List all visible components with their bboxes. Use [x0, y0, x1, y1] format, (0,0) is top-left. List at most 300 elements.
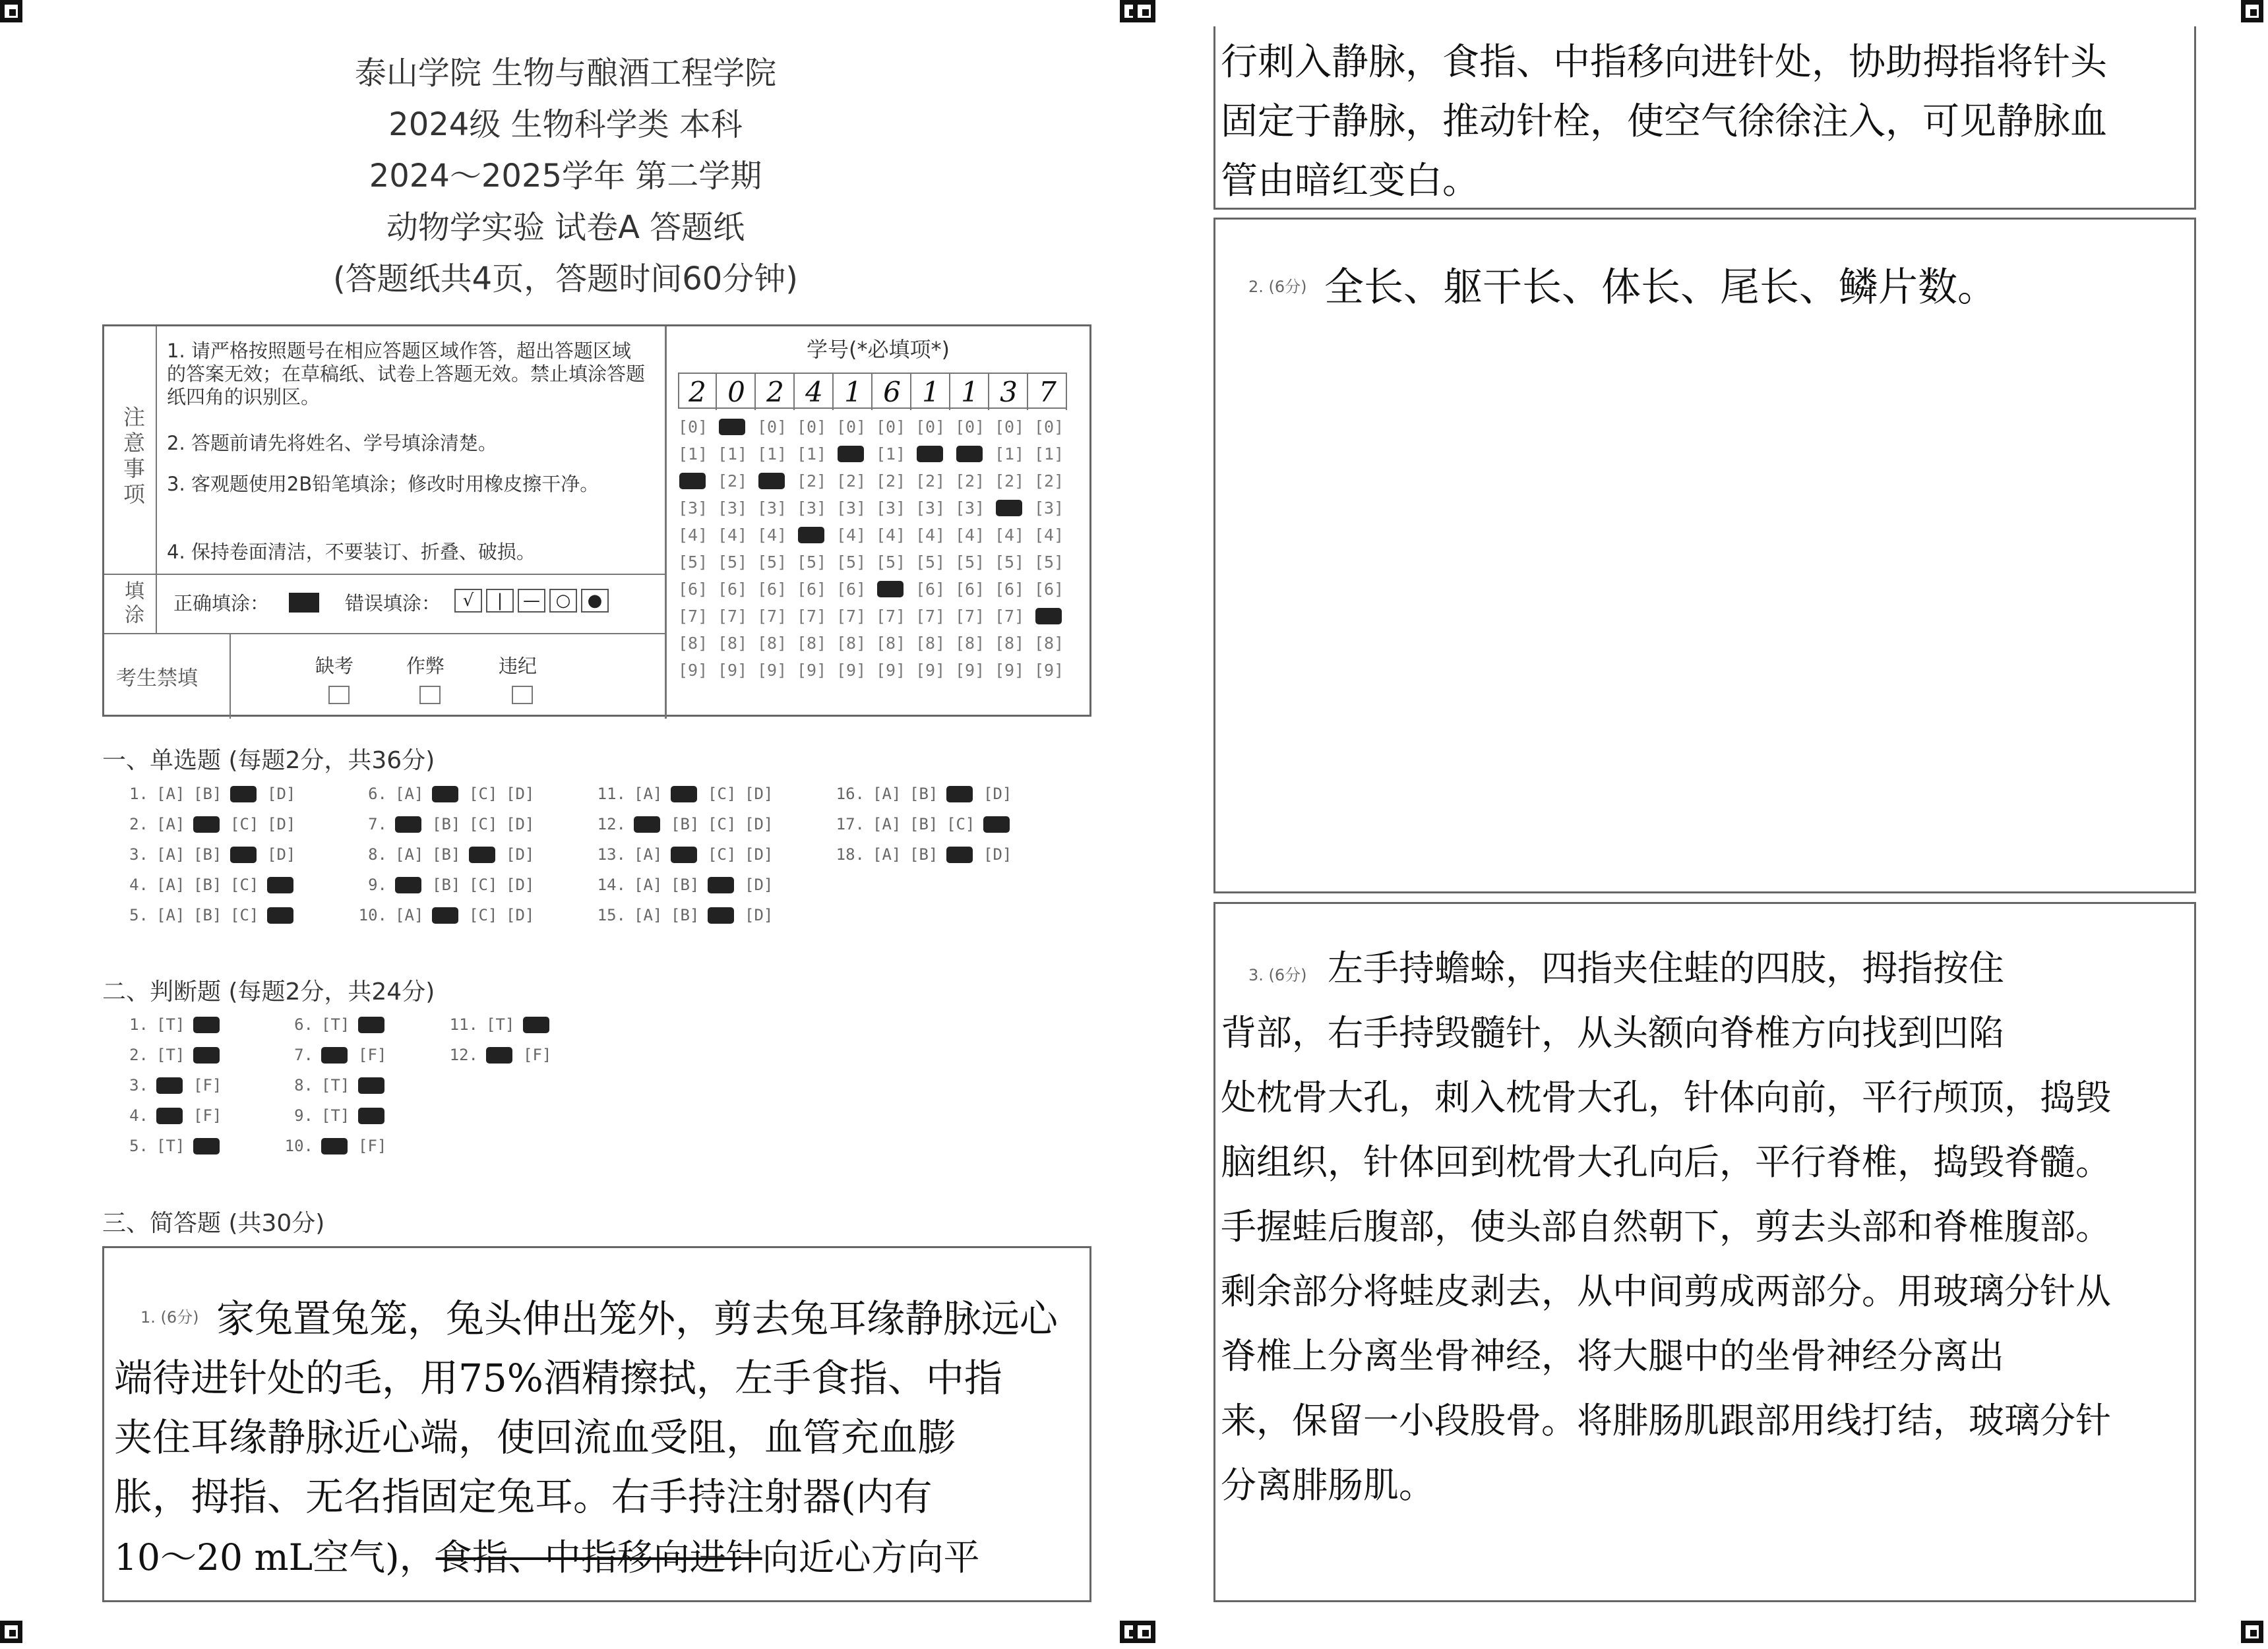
q3-answer-line: 脑组织，针体回到枕骨大孔向后，平行脊椎，捣毁脊髓。 [1221, 1141, 2111, 1183]
id-bubble[interactable]: [8] [955, 634, 985, 653]
choice-option-bubble[interactable]: [D] [267, 845, 296, 864]
filled-bubble[interactable] [671, 786, 697, 802]
id-bubble[interactable]: [3] [757, 498, 787, 518]
filled-bubble[interactable] [671, 847, 697, 863]
judgment-option-bubble[interactable]: [T] [486, 1015, 515, 1034]
info-box [102, 324, 1091, 717]
id-bubble[interactable]: [8] [678, 634, 708, 653]
judgment-option-bubble[interactable]: [F] [358, 1137, 387, 1155]
id-bubble[interactable]: [5] [757, 553, 787, 572]
filled-bubble[interactable] [983, 816, 1010, 833]
id-bubble[interactable]: [0] [797, 417, 827, 436]
id-bubble[interactable]: [8] [836, 634, 867, 653]
wrong-fill-symbol: | [486, 589, 514, 613]
id-bubble[interactable]: [6] [915, 580, 946, 599]
choice-option-bubble[interactable]: [A] [156, 815, 185, 833]
id-bubble[interactable]: [7] [718, 607, 748, 626]
single-choice-grid [115, 785, 1072, 943]
filled-bubble[interactable] [877, 581, 904, 597]
id-bubble[interactable]: [0] [1034, 417, 1064, 436]
id-bubble[interactable]: [2] [1034, 471, 1064, 491]
choice-option-bubble[interactable]: [D] [745, 906, 774, 924]
filled-bubble[interactable] [486, 1047, 512, 1064]
choice-option-bubble[interactable]: [A] [634, 845, 663, 864]
student-id-bubble-grid [678, 417, 1087, 707]
question-number: 15. [597, 906, 626, 924]
choice-option-bubble[interactable]: [A] [156, 876, 185, 894]
choice-option-bubble[interactable]: [D] [506, 845, 535, 864]
filled-bubble[interactable] [156, 1108, 183, 1124]
id-bubble[interactable]: [1] [876, 444, 906, 464]
id-bubble[interactable]: [7] [797, 607, 827, 626]
id-bubble[interactable]: [4] [757, 525, 787, 545]
id-bubble[interactable]: [4] [836, 525, 867, 545]
term-line: 2024～2025学年 第二学期 [369, 158, 762, 195]
question-number: 5. [129, 906, 148, 924]
absent-checkbox[interactable] [328, 686, 350, 704]
notice-item-2: 2. 答题前请先将姓名、学号填涂清楚。 [167, 432, 497, 454]
answer-sheet-left-page [0, 0, 1131, 1649]
question-number: 5. [129, 1137, 148, 1155]
id-bubble[interactable]: [6] [955, 580, 985, 599]
choice-option-bubble[interactable]: [C] [708, 785, 737, 803]
filled-bubble[interactable] [523, 1017, 549, 1033]
id-bubble[interactable]: [2] [797, 471, 827, 491]
student-id-digit: 1 [952, 374, 989, 410]
filled-bubble[interactable] [798, 527, 824, 543]
id-bubble[interactable]: [5] [1034, 553, 1064, 572]
question-number: 13. [597, 845, 626, 864]
choice-option-bubble[interactable]: [C] [230, 906, 259, 924]
id-bubble[interactable]: [9] [797, 661, 827, 680]
notice-item-4: 4. 保持卷面清洁，不要装订、折叠、破损。 [167, 541, 536, 563]
q1-line-5 [114, 1528, 980, 1580]
id-bubble[interactable]: [9] [995, 661, 1025, 680]
student-id-digits [678, 373, 1067, 409]
choice-option-bubble[interactable]: [A] [156, 785, 185, 803]
choice-option-bubble[interactable]: [A] [395, 845, 424, 864]
student-id-digit: 1 [913, 374, 950, 410]
choice-option-bubble[interactable]: [B] [671, 876, 700, 894]
q1-answer-box[interactable] [102, 1246, 1091, 1602]
question-number: 10. [358, 906, 387, 924]
id-bubble[interactable]: [1] [757, 444, 787, 464]
choice-option-bubble[interactable]: [B] [432, 845, 461, 864]
id-bubble[interactable]: [7] [678, 607, 708, 626]
filled-bubble[interactable] [838, 446, 864, 462]
choice-option-bubble[interactable]: [B] [909, 815, 938, 833]
student-id-digit: 1 [835, 374, 873, 410]
question-number: 17. [836, 815, 865, 833]
id-bubble[interactable]: [5] [797, 553, 827, 572]
id-bubble[interactable]: [1] [1034, 444, 1064, 464]
id-bubble[interactable]: [8] [797, 634, 827, 653]
id-bubble[interactable]: [6] [797, 580, 827, 599]
question-number: 9. [368, 876, 387, 894]
question-number: 11. [597, 785, 626, 803]
id-bubble[interactable]: [6] [995, 580, 1025, 599]
choice-option-bubble[interactable]: [D] [506, 906, 535, 924]
choice-option-bubble[interactable]: [C] [469, 906, 498, 924]
choice-option-bubble[interactable]: [B] [193, 845, 222, 864]
id-bubble[interactable]: [2] [718, 471, 748, 491]
id-bubble[interactable]: [9] [915, 661, 946, 680]
question-number: 7. [294, 1046, 313, 1064]
id-bubble[interactable]: [5] [836, 553, 867, 572]
choice-option-bubble[interactable]: [D] [745, 845, 774, 864]
q1-cont-line-2: 固定于静脉，推动针栓，使空气徐徐注入，可见静脉血 [1221, 100, 2107, 143]
filled-bubble[interactable] [1035, 608, 1062, 624]
filled-bubble[interactable] [708, 907, 734, 924]
id-bubble[interactable]: [0] [955, 417, 985, 436]
student-id-digit: 0 [718, 374, 756, 410]
id-bubble[interactable]: [1] [995, 444, 1025, 464]
id-bubble[interactable]: [7] [995, 607, 1025, 626]
id-bubble[interactable]: [9] [1034, 661, 1064, 680]
filled-bubble[interactable] [358, 1077, 384, 1094]
id-bubble[interactable]: [2] [995, 471, 1025, 491]
corner-mark-icon [1133, 0, 1155, 22]
sheet-note: (答题纸共4页，答题时间60分钟) [332, 260, 799, 297]
choice-option-bubble[interactable]: [D] [983, 785, 1012, 803]
judgment-option-bubble[interactable]: [F] [358, 1046, 387, 1064]
filled-bubble[interactable] [267, 877, 293, 893]
id-bubble[interactable]: [0] [876, 417, 906, 436]
absent-option-label: 缺考 [315, 655, 354, 677]
q3-answer-line: 分离腓肠肌。 [1221, 1464, 1434, 1506]
id-bubble[interactable]: [9] [678, 661, 708, 680]
wrong-fill-label: 错误填涂： [345, 592, 441, 615]
violation-checkbox[interactable] [512, 686, 533, 704]
id-bubble[interactable]: [3] [876, 498, 906, 518]
cheat-checkbox[interactable] [419, 686, 441, 704]
q3-answer-line: 左手持蟾蜍，四指夹住蛙的四肢，拇指按住 [1328, 947, 2004, 989]
choice-option-bubble[interactable]: [B] [909, 845, 938, 864]
choice-option-bubble[interactable]: [A] [873, 815, 902, 833]
id-bubble[interactable]: [7] [836, 607, 867, 626]
filled-bubble[interactable] [719, 419, 745, 435]
student-id-digit: 3 [991, 374, 1028, 410]
question-number: 11. [449, 1015, 478, 1034]
choice-option-bubble[interactable]: [A] [634, 906, 663, 924]
judgment-option-bubble[interactable]: [T] [321, 1015, 350, 1034]
id-bubble[interactable]: [0] [836, 417, 867, 436]
single-choice-title: 一、单选题 (每题2分，共36分) [102, 747, 435, 774]
id-bubble[interactable]: [3] [718, 498, 748, 518]
choice-option-bubble[interactable]: [B] [432, 815, 461, 833]
q3-answer-line: 剩余部分将蛙皮剥去，从中间剪成两部分。用玻璃分针从 [1221, 1271, 2111, 1312]
judgment-option-bubble[interactable]: [T] [156, 1015, 185, 1034]
question-number: 1. [129, 1015, 148, 1034]
cheat-option-label: 作弊 [406, 655, 445, 677]
choice-option-bubble[interactable]: [A] [634, 876, 663, 894]
judgment-option-bubble[interactable]: [F] [193, 1076, 222, 1094]
id-bubble[interactable]: [6] [836, 580, 867, 599]
choice-option-bubble[interactable]: [A] [395, 785, 424, 803]
forbidden-label: 考生禁填 [116, 667, 198, 690]
filled-bubble[interactable] [996, 500, 1022, 516]
question-number: 3. [129, 1076, 148, 1094]
choice-option-bubble[interactable]: [C] [708, 845, 737, 864]
wrong-fill-symbol: ● [581, 589, 609, 613]
choice-option-bubble[interactable]: [C] [469, 815, 498, 833]
choice-option-bubble[interactable]: [B] [909, 785, 938, 803]
notice-item-3: 3. 客观题使用2B铅笔填涂；修改时用橡皮擦干净。 [167, 473, 599, 495]
choice-option-bubble[interactable]: [B] [193, 906, 222, 924]
choice-option-bubble[interactable]: [C] [230, 876, 259, 894]
filled-bubble[interactable] [358, 1017, 384, 1033]
id-bubble[interactable]: [9] [757, 661, 787, 680]
filled-bubble[interactable] [634, 816, 660, 833]
choice-option-bubble[interactable]: [B] [193, 876, 222, 894]
id-bubble[interactable]: [4] [876, 525, 906, 545]
filled-bubble[interactable] [946, 786, 973, 802]
filled-bubble[interactable] [395, 816, 421, 833]
id-bubble[interactable]: [5] [955, 553, 985, 572]
choice-option-bubble[interactable]: [D] [745, 876, 774, 894]
question-number: 6. [294, 1015, 313, 1034]
choice-option-bubble[interactable]: [D] [267, 785, 296, 803]
course-line: 动物学实验 试卷A 答题纸 [386, 209, 745, 246]
id-bubble[interactable]: [5] [995, 553, 1025, 572]
id-bubble[interactable]: [1] [678, 444, 708, 464]
corner-mark-icon [2241, 1621, 2263, 1643]
id-bubble[interactable]: [9] [955, 661, 985, 680]
id-bubble[interactable]: [4] [995, 525, 1025, 545]
q3-answer-line: 处枕骨大孔，刺入枕骨大孔，针体向前，平行颅顶，捣毁 [1221, 1077, 2111, 1118]
grade-line: 2024级 生物科学类 本科 [388, 106, 743, 143]
judgment-grid [115, 1015, 709, 1174]
q1-line-1: 家兔置兔笼，兔头伸出笼外，剪去兔耳缘静脉远心 [216, 1296, 1058, 1341]
judgment-option-bubble[interactable]: [T] [321, 1106, 350, 1125]
id-bubble[interactable]: [8] [915, 634, 946, 653]
question-number: 1. [129, 785, 148, 803]
question-number: 18. [836, 845, 865, 864]
judgment-title: 二、判断题 (每题2分，共24分) [102, 978, 435, 1005]
question-number: 7. [368, 815, 387, 833]
choice-option-bubble[interactable]: [C] [230, 815, 259, 833]
question-number: 12. [597, 815, 626, 833]
choice-option-bubble[interactable]: [C] [708, 815, 737, 833]
id-bubble[interactable]: [2] [915, 471, 946, 491]
q1-cont-line-1: 行刺入静脉，食指、中指移向进针处，协助拇指将针头 [1221, 41, 2107, 84]
q1-line-2: 端待进针处的毛，用75%酒精擦拭，左手食指、中指 [114, 1356, 1002, 1400]
judgment-option-bubble[interactable]: [F] [193, 1106, 222, 1125]
id-bubble[interactable]: [9] [876, 661, 906, 680]
question-number: 8. [368, 845, 387, 864]
choice-option-bubble[interactable]: [A] [156, 845, 185, 864]
filled-bubble[interactable] [193, 1138, 220, 1154]
q1-line-5-end: 向近心方向平 [762, 1536, 980, 1578]
id-bubble[interactable]: [3] [955, 498, 985, 518]
judgment-option-bubble[interactable]: [T] [321, 1076, 350, 1094]
q3-answer-box[interactable] [1213, 902, 2196, 1602]
id-bubble[interactable]: [1] [797, 444, 827, 464]
answer-sheet-right-page [1133, 0, 2268, 1649]
id-bubble[interactable]: [5] [678, 553, 708, 572]
id-bubble[interactable]: [7] [955, 607, 985, 626]
notice-item-1: 1. 请严格按照题号在相应答题区域作答，超出答题区域的答案无效；在草稿纸、试卷上答题无效。禁止填涂答题纸四角的识别区。 [167, 340, 646, 408]
id-bubble[interactable]: [4] [955, 525, 985, 545]
filled-bubble[interactable] [193, 816, 220, 833]
id-bubble[interactable]: [8] [876, 634, 906, 653]
q1-label: 1. (6分) [140, 1308, 199, 1327]
choice-option-bubble[interactable]: [D] [267, 815, 296, 833]
filled-bubble[interactable] [946, 847, 973, 863]
filled-bubble[interactable] [956, 446, 983, 462]
id-bubble[interactable]: [5] [876, 553, 906, 572]
choice-option-bubble[interactable]: [C] [946, 815, 975, 833]
id-bubble[interactable]: [7] [876, 607, 906, 626]
filled-bubble[interactable] [432, 786, 458, 802]
short-answer-title: 三、简答题 (共30分) [102, 1210, 325, 1237]
filled-bubble[interactable] [230, 786, 257, 802]
id-bubble[interactable]: [2] [876, 471, 906, 491]
id-bubble[interactable]: [0] [678, 417, 708, 436]
id-bubble[interactable]: [4] [718, 525, 748, 545]
id-bubble[interactable]: [4] [678, 525, 708, 545]
corner-mark-icon [0, 1621, 22, 1643]
filled-bubble[interactable] [358, 1108, 384, 1124]
student-id-digit: 6 [874, 374, 911, 410]
school-title: 泰山学院 生物与酿酒工程学院 [354, 55, 777, 92]
question-number: 2. [129, 1046, 148, 1064]
choice-option-bubble[interactable]: [A] [156, 906, 185, 924]
choice-option-bubble[interactable]: [D] [506, 876, 535, 894]
filled-bubble[interactable] [432, 907, 458, 924]
question-number: 3. [129, 845, 148, 864]
corner-mark-icon [0, 0, 22, 22]
id-bubble[interactable]: [7] [915, 607, 946, 626]
filled-bubble[interactable] [267, 907, 293, 924]
judgment-option-bubble[interactable]: [T] [156, 1046, 185, 1064]
choice-option-bubble[interactable]: [A] [873, 845, 902, 864]
q2-label: 2. (6分) [1248, 278, 1307, 296]
question-number: 8. [294, 1076, 313, 1094]
q1-line-4: 胀，拇指、无名指固定兔耳。右手持注射器(内有 [114, 1474, 933, 1519]
question-number: 2. [129, 815, 148, 833]
q1-continuation-box[interactable] [1213, 26, 2196, 210]
filled-bubble[interactable] [395, 877, 421, 893]
id-bubble[interactable]: [8] [1034, 634, 1064, 653]
id-bubble[interactable]: [2] [955, 471, 985, 491]
question-number: 10. [284, 1137, 313, 1155]
filled-bubble[interactable] [230, 847, 257, 863]
id-bubble[interactable]: [5] [915, 553, 946, 572]
judgment-option-bubble[interactable]: [F] [523, 1046, 552, 1064]
q3-answer-line: 背部，右手持毁髓针，从头额向脊椎方向找到凹陷 [1221, 1012, 2004, 1054]
id-bubble[interactable]: [9] [718, 661, 748, 680]
choice-option-bubble[interactable]: [B] [193, 785, 222, 803]
choice-option-bubble[interactable]: [B] [671, 815, 700, 833]
student-id-digit: 7 [1029, 374, 1067, 410]
judgment-option-bubble[interactable]: [T] [156, 1137, 185, 1155]
wrong-fill-symbol: ○ [549, 589, 577, 613]
choice-option-bubble[interactable]: [D] [983, 845, 1012, 864]
id-bubble[interactable]: [3] [678, 498, 708, 518]
filled-bubble[interactable] [758, 473, 785, 489]
id-bubble[interactable]: [1] [718, 444, 748, 464]
choice-option-bubble[interactable]: [C] [469, 876, 498, 894]
choice-option-bubble[interactable]: [B] [671, 906, 700, 924]
id-bubble[interactable]: [3] [1034, 498, 1064, 518]
id-bubble[interactable]: [5] [718, 553, 748, 572]
corner-mark-icon [1133, 1621, 1155, 1643]
choice-option-bubble[interactable]: [A] [395, 906, 424, 924]
q1-line-3: 夹住耳缘静脉近心端，使回流血受阻，血管充血膨 [114, 1415, 956, 1460]
filled-bubble[interactable] [193, 1017, 220, 1033]
id-bubble[interactable]: [2] [836, 471, 867, 491]
id-bubble[interactable]: [6] [678, 580, 708, 599]
question-number: 6. [368, 785, 387, 803]
filled-bubble[interactable] [917, 446, 943, 462]
filled-bubble[interactable] [156, 1077, 183, 1094]
filled-bubble[interactable] [193, 1047, 220, 1064]
id-bubble[interactable]: [0] [757, 417, 787, 436]
question-number: 4. [129, 1106, 148, 1125]
id-bubble[interactable]: [9] [836, 661, 867, 680]
id-bubble[interactable]: [0] [995, 417, 1025, 436]
wrong-fill-samples [450, 589, 609, 613]
choice-option-bubble[interactable]: [D] [506, 785, 535, 803]
q2-answer-box[interactable] [1213, 218, 2196, 893]
id-bubble[interactable]: [4] [915, 525, 946, 545]
choice-option-bubble[interactable]: [D] [745, 785, 774, 803]
q1-cont-line-3: 管由暗红变白。 [1221, 160, 1479, 202]
q1-line-5-start: 10～20 mL空气)， [114, 1536, 436, 1578]
id-bubble[interactable]: [3] [915, 498, 946, 518]
id-bubble[interactable]: [6] [1034, 580, 1064, 599]
id-bubble[interactable]: [3] [797, 498, 827, 518]
notice-label: 注意事项 [120, 405, 146, 508]
id-bubble[interactable]: [4] [1034, 525, 1064, 545]
filled-bubble[interactable] [708, 877, 734, 893]
choice-option-bubble[interactable]: [A] [634, 785, 663, 803]
id-bubble[interactable]: [7] [757, 607, 787, 626]
correct-fill-label: 正确填涂： [173, 592, 270, 615]
choice-option-bubble[interactable]: [C] [469, 785, 498, 803]
id-bubble[interactable]: [8] [995, 634, 1025, 653]
choice-option-bubble[interactable]: [D] [506, 815, 535, 833]
q3-label: 3. (6分) [1248, 966, 1307, 984]
question-number: 12. [449, 1046, 478, 1064]
question-number: 4. [129, 876, 148, 894]
choice-option-bubble[interactable]: [D] [745, 815, 774, 833]
wrong-fill-symbol: — [518, 589, 545, 613]
question-number: 9. [294, 1106, 313, 1125]
id-bubble[interactable]: [6] [718, 580, 748, 599]
choice-option-bubble[interactable]: [B] [432, 876, 461, 894]
id-bubble[interactable]: [8] [718, 634, 748, 653]
student-id-digit: 2 [757, 374, 795, 410]
student-id-digit: 2 [679, 374, 717, 410]
id-bubble[interactable]: [6] [757, 580, 787, 599]
q1-struck-text: 食指、中指移向进针 [435, 1536, 762, 1578]
choice-option-bubble[interactable]: [A] [873, 785, 902, 803]
filled-bubble[interactable] [321, 1138, 348, 1154]
q3-answer-line: 脊椎上分离坐骨神经，将大腿中的坐骨神经分离出 [1221, 1335, 2004, 1377]
q3-answer-line: 手握蛙后腹部，使头部自然朝下，剪去头部和脊椎腹部。 [1221, 1206, 2111, 1247]
id-bubble[interactable]: [0] [915, 417, 946, 436]
correct-fill-sample [289, 593, 319, 613]
filled-bubble[interactable] [321, 1047, 348, 1064]
fill-label: 填涂 [121, 580, 144, 628]
id-bubble[interactable]: [3] [836, 498, 867, 518]
filled-bubble[interactable] [679, 473, 706, 489]
student-id-digit: 4 [796, 374, 834, 410]
filled-bubble[interactable] [469, 847, 495, 863]
id-bubble[interactable]: [8] [757, 634, 787, 653]
